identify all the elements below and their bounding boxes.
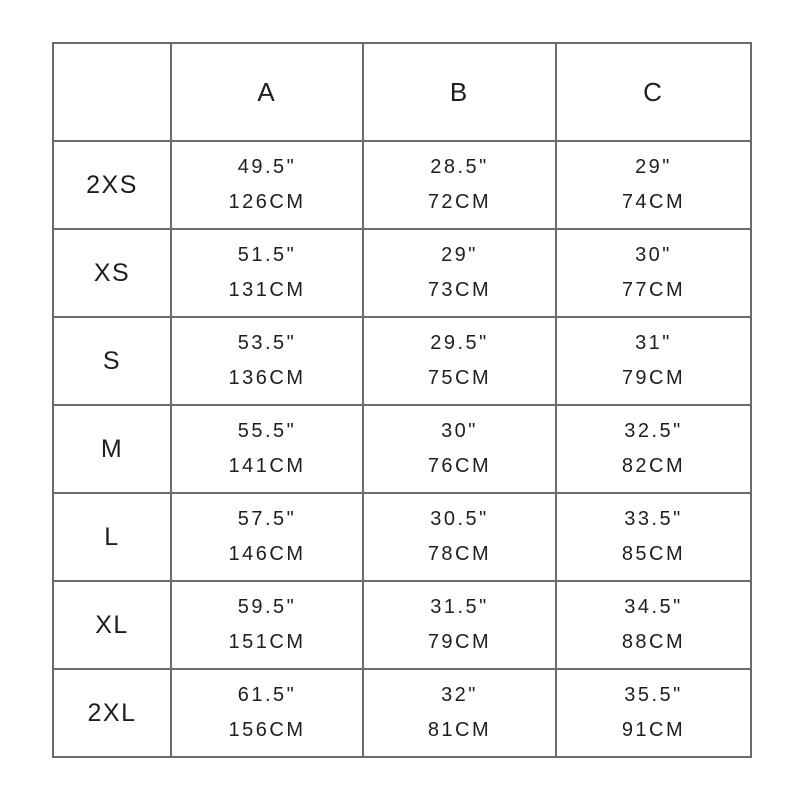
- header-row: [53, 43, 751, 141]
- cm-value: 76CM: [427, 455, 492, 477]
- inches-value: 61.5": [237, 684, 297, 706]
- measurement-cell: [171, 317, 363, 405]
- cm-value: 75CM: [427, 367, 492, 389]
- measurement-cell: [363, 405, 556, 493]
- cm-value: 156CM: [228, 719, 306, 741]
- inches-value: 33.5": [624, 508, 683, 530]
- row-label-m: M: [53, 405, 171, 493]
- measurement-cell: [363, 493, 556, 581]
- cm-value: 136CM: [228, 367, 306, 389]
- measurement-cell: [171, 229, 363, 317]
- row-label-2xl: 2XL: [53, 669, 171, 757]
- cm-value: 141CM: [228, 455, 306, 477]
- measurement-cell: [556, 581, 751, 669]
- measurement-cell: [171, 581, 363, 669]
- measurement-cell: [556, 669, 751, 757]
- measurement-cell: [171, 141, 363, 229]
- table-row-m: [53, 405, 751, 493]
- inches-value: 31.5": [430, 596, 489, 618]
- row-label-2xs: 2XS: [53, 141, 171, 229]
- inches-value: 34.5": [624, 596, 683, 618]
- cm-value: 81CM: [427, 719, 492, 741]
- cm-value: 151CM: [228, 631, 306, 653]
- corner-cell: [53, 43, 171, 141]
- inches-value: 55.5": [237, 420, 297, 442]
- cm-value: 72CM: [427, 191, 492, 213]
- inches-value: 57.5": [237, 508, 297, 530]
- cm-value: 79CM: [621, 367, 686, 389]
- inches-value: 51.5": [237, 244, 297, 266]
- measurement-cell: [171, 405, 363, 493]
- measurement-cell: [171, 669, 363, 757]
- cm-value: 74CM: [621, 191, 686, 213]
- cm-value: 82CM: [621, 455, 686, 477]
- row-label-xl: XL: [53, 581, 171, 669]
- cm-value: 91CM: [621, 719, 686, 741]
- table-row-xl: [53, 581, 751, 669]
- cm-value: 126CM: [228, 191, 306, 213]
- measurement-cell: [363, 141, 556, 229]
- cm-value: 77CM: [621, 279, 686, 301]
- row-label-s: S: [53, 317, 171, 405]
- inches-value: 32": [441, 684, 478, 706]
- cm-value: 131CM: [228, 279, 306, 301]
- table-row-xs: [53, 229, 751, 317]
- cm-value: 78CM: [427, 543, 492, 565]
- inches-value: 29": [635, 156, 672, 178]
- measurement-cell: [363, 229, 556, 317]
- inches-value: 29": [441, 244, 478, 266]
- table-row-s: [53, 317, 751, 405]
- inches-value: 31": [635, 332, 672, 354]
- inches-value: 59.5": [237, 596, 297, 618]
- cm-value: 85CM: [621, 543, 686, 565]
- measurement-cell: [556, 493, 751, 581]
- inches-value: 49.5": [237, 156, 297, 178]
- cm-value: 146CM: [228, 543, 306, 565]
- inches-value: 53.5": [237, 332, 297, 354]
- measurement-cell: [363, 581, 556, 669]
- measurement-cell: [556, 141, 751, 229]
- table-row-2xs: [53, 141, 751, 229]
- inches-value: 35.5": [624, 684, 683, 706]
- inches-value: 28.5": [430, 156, 489, 178]
- inches-value: 30.5": [430, 508, 489, 530]
- table-row-2xl: [53, 669, 751, 757]
- measurement-cell: [556, 317, 751, 405]
- column-header-a: A: [171, 43, 363, 141]
- table-row-l: [53, 493, 751, 581]
- measurement-cell: [556, 229, 751, 317]
- inches-value: 30": [635, 244, 672, 266]
- measurement-cell: [556, 405, 751, 493]
- measurement-cell: [363, 669, 556, 757]
- row-label-l: L: [53, 493, 171, 581]
- inches-value: 30": [441, 420, 478, 442]
- cm-value: 79CM: [427, 631, 492, 653]
- cm-value: 73CM: [427, 279, 492, 301]
- size-chart-table: [52, 42, 752, 758]
- measurement-cell: [363, 317, 556, 405]
- row-label-xs: XS: [53, 229, 171, 317]
- inches-value: 32.5": [624, 420, 683, 442]
- cm-value: 88CM: [621, 631, 686, 653]
- column-header-b: B: [363, 43, 556, 141]
- column-header-c: C: [556, 43, 751, 141]
- measurement-cell: [171, 493, 363, 581]
- inches-value: 29.5": [430, 332, 489, 354]
